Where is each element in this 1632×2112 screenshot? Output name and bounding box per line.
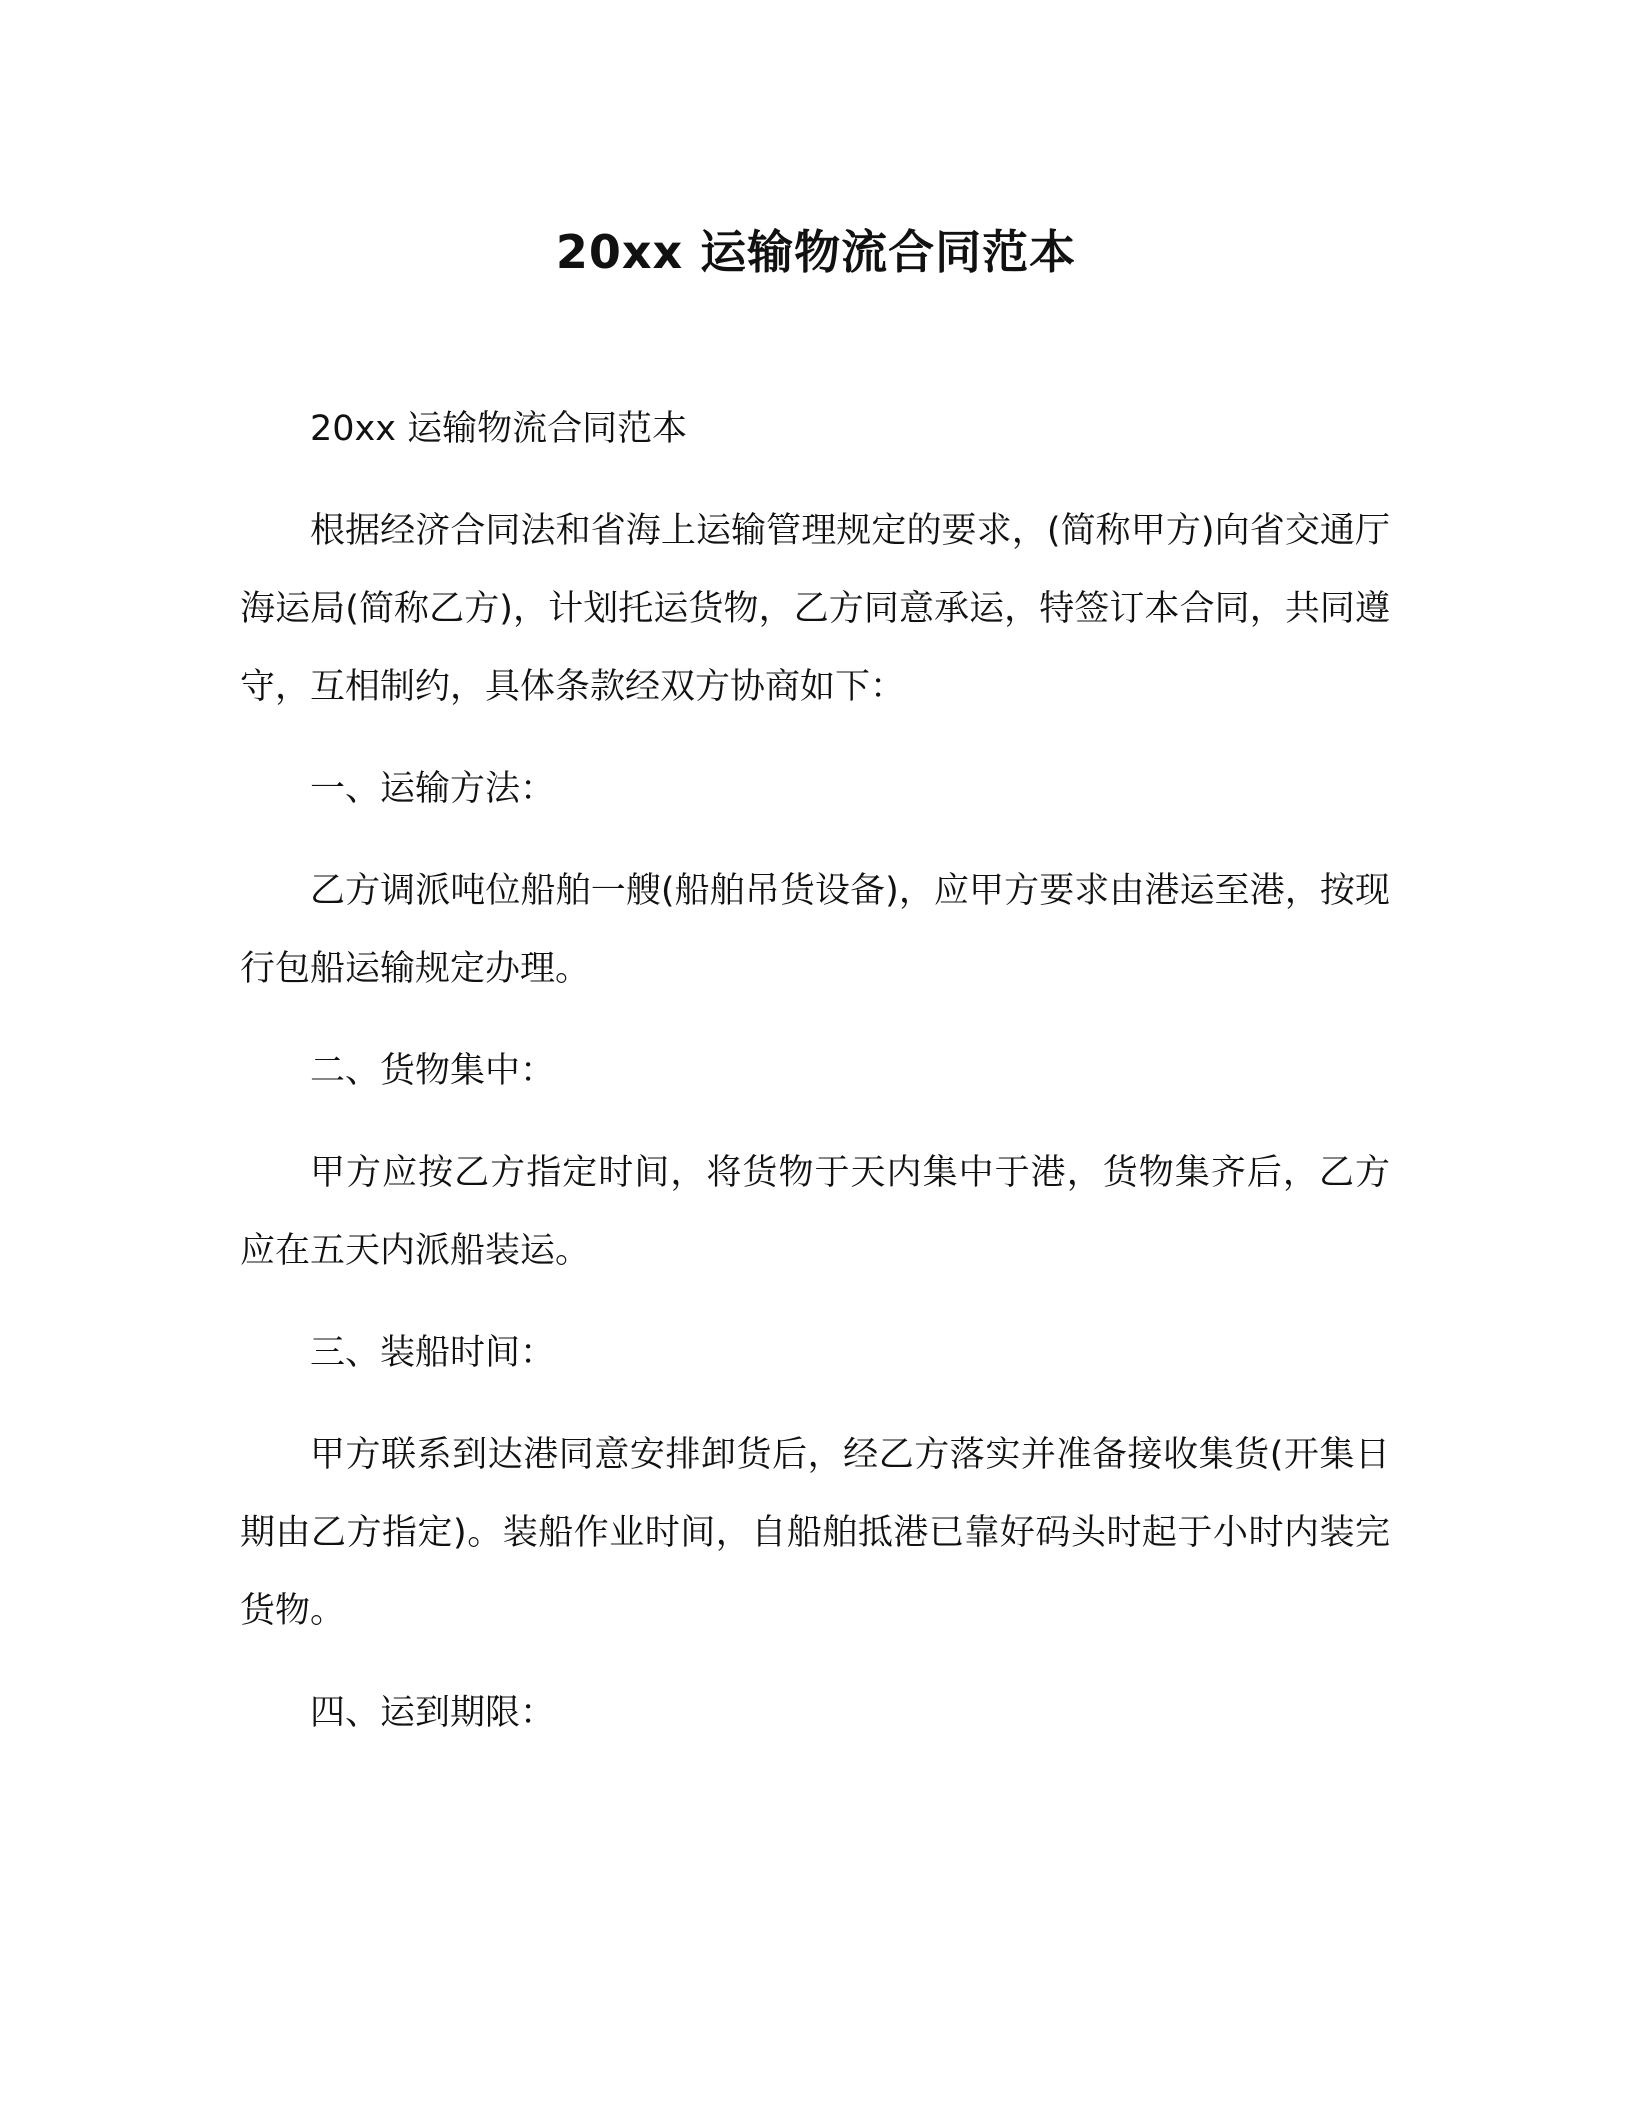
section-heading-delivery-deadline: 四、运到期限： bbox=[310, 1693, 556, 1733]
section-heading-transport-method: 一、运输方法： bbox=[310, 769, 556, 809]
section-text-cargo-collection: 甲方应按乙方指定时间，将货物于天内集中于港，货物集齐后，乙方应在五天内派船装运。 bbox=[240, 1153, 1390, 1271]
document-title: 20xx 运输物流合同范本 bbox=[555, 225, 1077, 279]
document-subtitle: 20xx 运输物流合同范本 bbox=[310, 409, 688, 449]
section-text-loading-time: 甲方联系到达港同意安排卸货后，经乙方落实并准备接收集货(开集日期由乙方指定)。装船作业时间，自船舶抵港已靠好码头时起于小时内装完货物。 bbox=[240, 1435, 1390, 1631]
section-heading-cargo-collection: 二、货物集中： bbox=[310, 1051, 556, 1091]
document-body bbox=[240, 390, 1390, 1776]
section-heading-loading-time: 三、装船时间： bbox=[310, 1333, 556, 1373]
intro-paragraph: 根据经济合同法和省海上运输管理规定的要求，(简称甲方)向省交通厅海运局(简称乙方)，计划托运货物，乙方同意承运，特签订本合同，共同遵守，互相制约，具体条款经双方协商如下： bbox=[240, 511, 1390, 707]
section-text-transport-method: 乙方调派吨位船舶一艘(船舶吊货设备)，应甲方要求由港运至港，按现行包船运输规定办理。 bbox=[240, 871, 1390, 989]
